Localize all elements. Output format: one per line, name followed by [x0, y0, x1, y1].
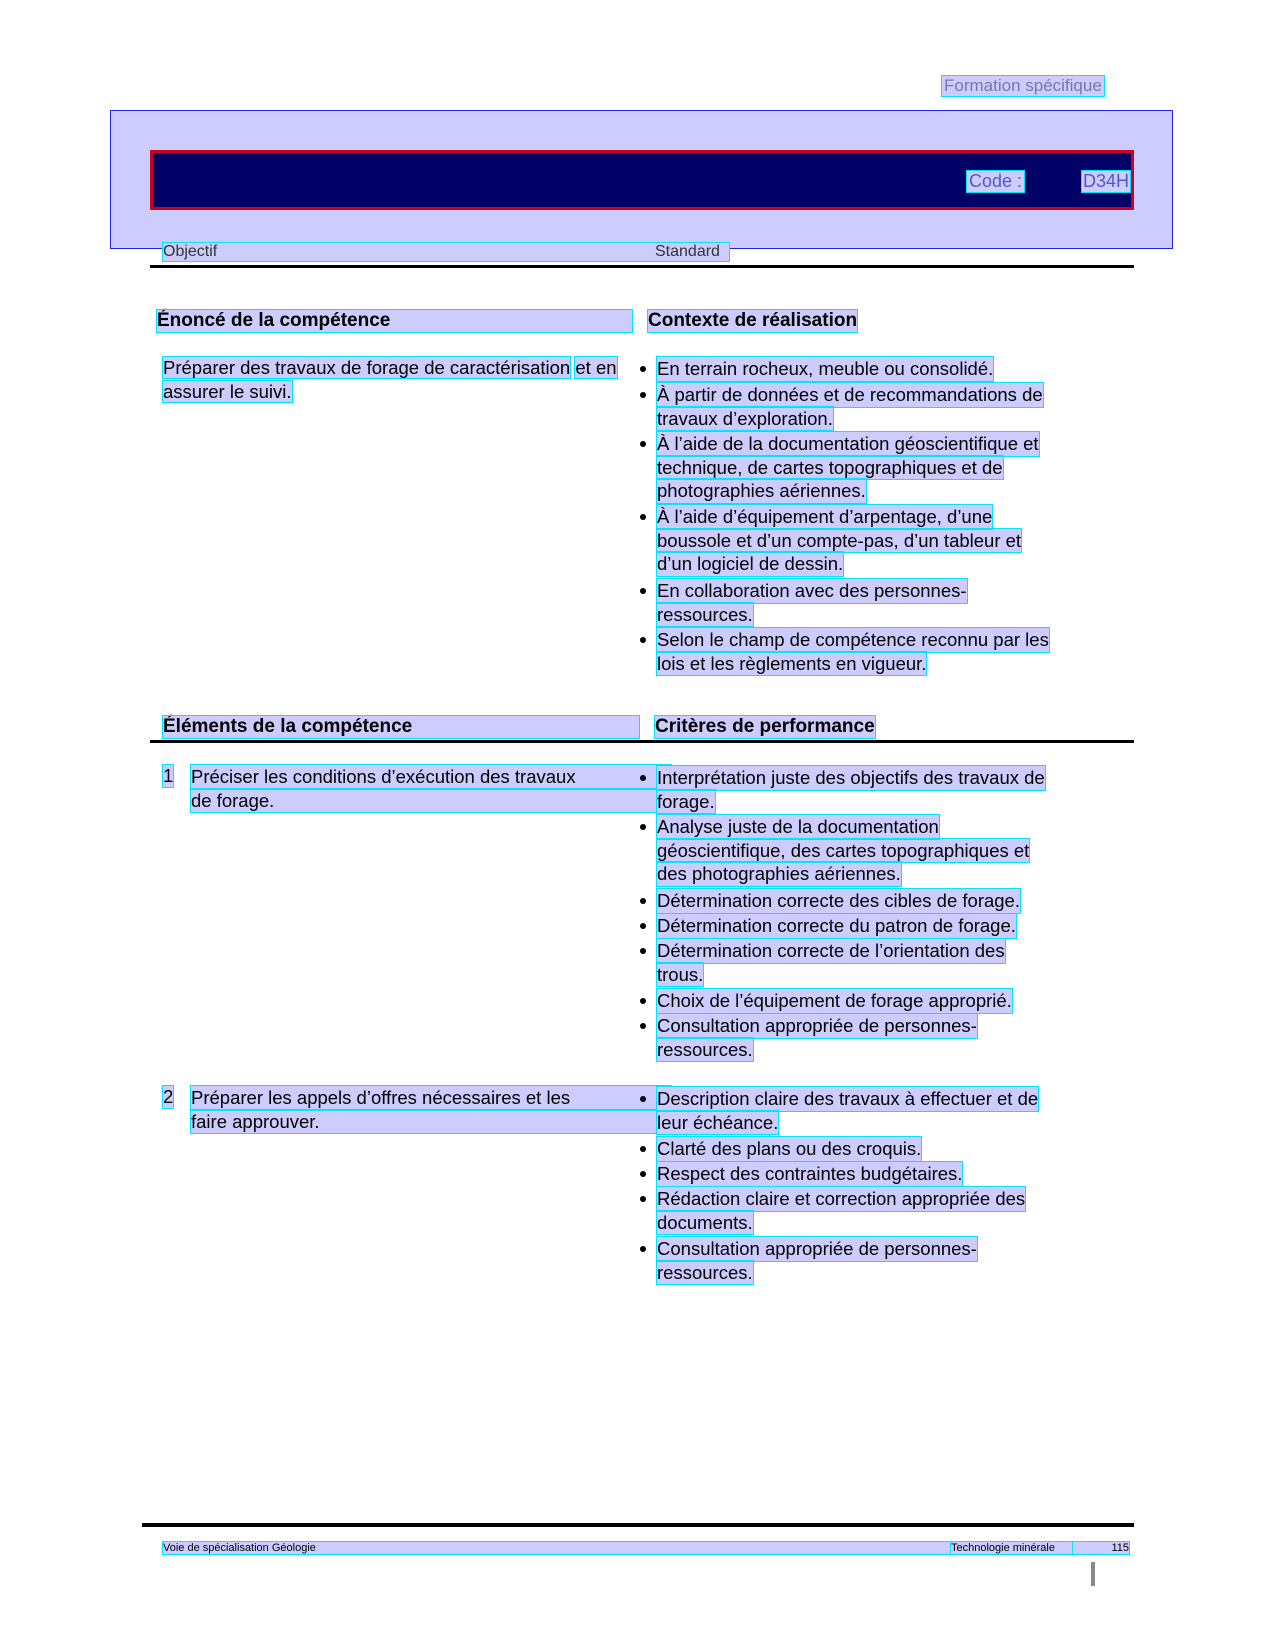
page-number: 115: [1073, 1542, 1129, 1554]
element-line: de forage.: [191, 789, 671, 813]
footer-center: Technologie minérale: [951, 1542, 1073, 1554]
code-value: D34H: [1083, 171, 1130, 191]
bullet-line: Consultation appropriée de personnes-: [657, 1015, 977, 1036]
bullet-line: À l’aide d’équipement d’arpentage, d’une: [657, 506, 993, 527]
header-rule: [150, 265, 1134, 268]
bullet-line: Consultation appropriée de personnes-: [657, 1238, 977, 1259]
bullet-line: Détermination correcte des cibles de forage.: [657, 890, 1020, 911]
element-line: faire approuver.: [191, 1110, 671, 1134]
standard-label: Standard: [655, 243, 720, 260]
footer-left: Voie de spécialisation Géologie: [163, 1542, 951, 1554]
objectif-label: Objectif: [163, 243, 729, 261]
contexte-item: [657, 579, 1117, 626]
critere-item: [657, 914, 1117, 938]
bullet-line: Analyse juste de la documentation: [657, 816, 939, 837]
contexte-item: [657, 383, 1117, 430]
bullet-line: géoscientifique, des cartes topographiques et: [657, 839, 1030, 861]
bullet-line: des photographies aériennes.: [657, 863, 901, 884]
bullet-line: lois et les règlements en vigueur.: [657, 652, 927, 674]
critere-item: [657, 989, 1117, 1013]
page-marker: [1091, 1562, 1095, 1586]
enonce-text: [163, 356, 643, 403]
elements-heading: Éléments de la compétence: [163, 716, 639, 738]
enonce-heading: Énoncé de la compétence: [157, 310, 632, 332]
bullet-line: En collaboration avec des personnes-: [657, 580, 967, 601]
bullet-line: À partir de données et de recommandations de: [657, 384, 1043, 405]
critere-item: [657, 815, 1117, 886]
bullet-line: trous.: [657, 963, 704, 985]
bullet-line: photographies aériennes.: [657, 480, 866, 501]
critere-item: [657, 889, 1117, 913]
bullet-line: À l’aide de la documentation géoscientifique et: [657, 433, 1039, 454]
bullet-line: boussole et d’un compte-pas, d’un tableur et: [657, 529, 1022, 551]
elements-rule: [150, 740, 1134, 743]
critere-item: [657, 1162, 1117, 1186]
contexte-item: [657, 357, 1117, 381]
footer-rule: [142, 1523, 1134, 1527]
bullet-line: Description claire des travaux à effectuer et de: [657, 1088, 1039, 1109]
enonce-line: Préparer des travaux de forage de caractérisation: [163, 357, 571, 378]
element-number: 2: [163, 1086, 174, 1107]
bullet-line: leur échéance.: [657, 1111, 779, 1133]
bullet-line: forage.: [657, 790, 715, 812]
contexte-heading: Contexte de réalisation: [648, 310, 858, 331]
bullet-line: ressources.: [657, 603, 753, 625]
bullet-line: Clarté des plans ou des croquis.: [657, 1138, 922, 1159]
bullet-line: Selon le champ de compétence reconnu par les: [657, 629, 1049, 650]
bullet-line: d’un logiciel de dessin.: [657, 553, 844, 574]
bullet-line: Rédaction claire et correction appropriée des: [657, 1188, 1026, 1209]
bullet-line: Détermination correcte du patron de forage.: [657, 915, 1016, 936]
critere-item: [657, 1187, 1117, 1234]
critere-item: [657, 766, 1117, 813]
bullet-line: documents.: [657, 1211, 753, 1233]
bullet-line: Choix de l’équipement de forage approprié.: [657, 990, 1012, 1011]
element-text: [191, 1086, 671, 1133]
critere-item: [657, 1237, 1117, 1284]
bullet-line: Interprétation juste des objectifs des travaux de: [657, 767, 1045, 788]
critere-item: [657, 1014, 1117, 1061]
element-number: 1: [163, 765, 174, 786]
element-text: [191, 765, 671, 812]
contexte-item: [657, 432, 1117, 503]
contexte-item: [657, 628, 1117, 675]
bullet-line: travaux d’exploration.: [657, 407, 833, 429]
bullet-line: ressources.: [657, 1038, 753, 1060]
critere-item: [657, 1087, 1117, 1134]
bullet-line: En terrain rocheux, meuble ou consolidé.: [657, 358, 994, 379]
bullet-line: technique, de cartes topographiques et de: [657, 456, 1003, 478]
bullet-line: Respect des contraintes budgétaires.: [657, 1163, 963, 1184]
contexte-item: [657, 505, 1117, 576]
element-line: Préciser les conditions d’exécution des travaux: [191, 765, 671, 789]
bullet-line: Détermination correcte de l’orientation des: [657, 940, 1005, 961]
critere-item: [657, 939, 1117, 986]
criteres-heading: Critères de performance: [655, 716, 875, 737]
bullet-line: ressources.: [657, 1261, 753, 1283]
code-label: Code :: [969, 171, 1023, 191]
critere-item: [657, 1137, 1117, 1161]
enonce-line: et en assurer le suivi.: [163, 357, 617, 402]
element-line: Préparer les appels d’offres nécessaires et les: [191, 1086, 671, 1110]
section-label: Formation spécifique: [944, 76, 1102, 95]
